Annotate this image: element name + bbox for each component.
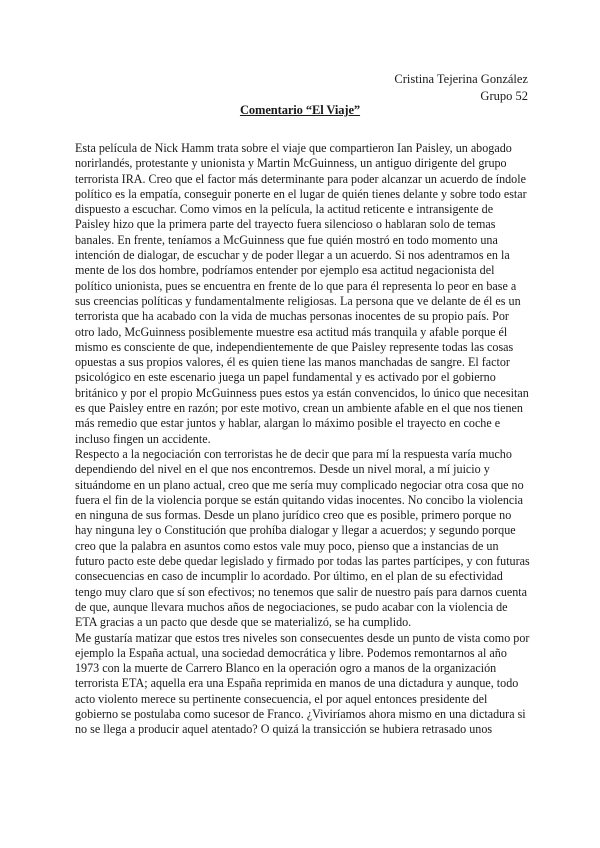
paragraph-2: Respecto a la negociación con terroristas he de decir que para mí la respuesta varía mucho dependiendo del nivel en el que nos encontremos. Desde un nivel moral, a mí juicio y situándome en un plano actual, creo que me sería muy complicado negociar otra cosa que no fuera el fin de la violencia porque se están quitando vidas inocentes. No concibo la violencia en ninguna de sus formas. Desde un plano jurídico creo que es posible, primero porque no hay ninguna ley o Constitución que prohíba dialogar y llegar a acuerdos; y segundo porque creo que la palabra en asuntos como estos vale muy poco, pienso que a instancias de un futuro pacto este debe quedar legislado y firmado por todas las partes partícipes, y con futuras consecuencias en caso de incumplir lo acordado. Por último, en el plan de su efectividad tengo muy claro que sí son efectivos; no tenemos que salir de nuestro país para darnos cuenta de que, aunque llevara muchos años de negociaciones, se pudo acabar con la violencia de ETA gracias a un pacto que desde que se materializó, se ha cumplido. [75,446,530,630]
paragraph-1: Esta película de Nick Hamm trata sobre el viaje que compartieron Ian Paisley, un abogado norirlandés, protestante y unionista y Martin McGuinness, un antiguo dirigente del grupo terrorista IRA. Creo que el factor más determinante para poder alcanzar un acuerdo de índole político es la empatía, conseguir ponerte en el lugar de quién tienes delante y sobre todo estar dispuesto a escuchar. Como vimos en la película, la actitud reticente e intransigente de Paisley hizo que la primera parte del trayecto fuera silencioso o hablaran solo de temas banales. En frente, teníamos a McGuinness que fue quién mostró en todo momento una intención de dialogar, de escuchar y de poder llegar a un acuerdo. Si nos adentramos en la mente de los dos hombre, podríamos entender por ejemplo esa actitud negacionista del político unionista, pues se encuentra en frente de lo que para él representa lo peor en base a sus creencias políticas y fundamentalmente religiosas. La persona que ve delante de él es un terrorista que ha acabado con la vida de muchas personas inocentes de su propio país. Por otro lado, McGuinness posiblemente muestre esa actitud más tranquila y afable porque él mismo es consciente de que, independientemente de que Paisley represente todas las cosas opuestas a sus propios valores, él es quien tiene las manos manchadas de sangre. El factor psicológico en este escenario juega un papel fundamental y es activado por el gobierno británico y por el propio McGuinness pues estos ya están convencidos, lo único que necesitan es que Paisley entre en razón; por este motivo, crean un ambiente afable en el que nos tienen más remedio que estar juntos y hablar, alargan lo máximo posible el trayecto en coche e incluso fingen un accidente. [75,141,529,446]
document-title: Comentario “El Viaje” [239,103,361,117]
paragraph-3: Me gustaría matizar que estos tres niveles son consecuentes desde un punto de vista como por ejemplo la España actual, una sociedad democrática y libre. Podemos remontarnos al año 1973 con la muerte de Carrero Blanco en la operación ogro a manos de la organización terrorista ETA; aquella era una España reprimida en manos de una dictadura y aunque, todo acto violento merece su pertinente consecuencia, el por aquel entonces presidente del gobierno se postulaba como sucesor de Franco. ¿Viviríamos ahora mismo en una dictadura si no se llega a producir aquel atentado? O quizá la transicción se hubiera retrasado unos [75,630,530,737]
author-name: Cristina Tejerina González [394,72,528,86]
group-label: Grupo 52 [480,89,528,103]
author-header [394,71,528,105]
document-body [75,141,530,738]
